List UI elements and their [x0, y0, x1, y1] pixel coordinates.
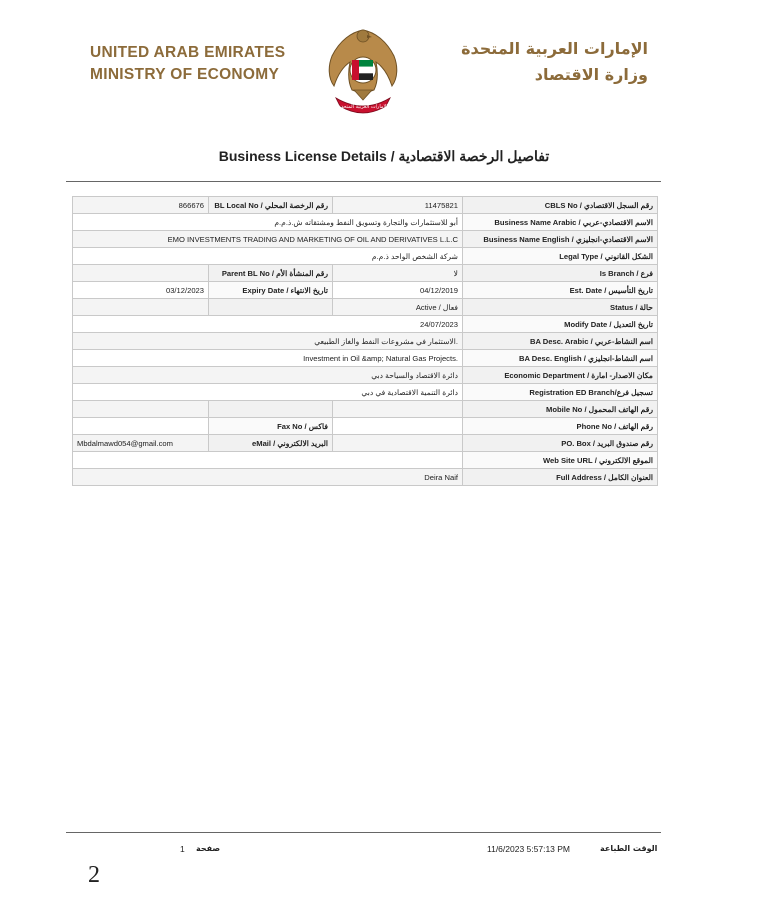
ministry-title-english: MINISTRY OF ECONOMY [90, 66, 280, 83]
field-label: الشكل القانوني / Legal Type [463, 248, 658, 265]
uae-emblem-icon [322, 22, 404, 118]
field-label: مكان الاصدار- امارة / Economic Department [463, 367, 658, 384]
field-value: Investment in Oil &amp; Natural Gas Projects. [73, 350, 463, 367]
field-value-secondary [73, 265, 209, 282]
country-name-arabic: الإمارات العربية المتحدة [461, 39, 648, 58]
table-row [73, 435, 658, 452]
field-value: 11475821 [333, 197, 463, 214]
field-label: تاريخ التأسيس / Est. Date [463, 282, 658, 299]
letterhead [0, 0, 768, 130]
table-row [73, 401, 658, 418]
field-value: Deira Naif [73, 469, 463, 486]
field-label: العنوان الكامل / Full Address [463, 469, 658, 486]
field-value: 24/07/2023 [73, 316, 463, 333]
field-value: دائرة الاقتصاد والسياحة دبي [73, 367, 463, 384]
document-title-wrap [0, 146, 768, 165]
table-row [73, 469, 658, 486]
field-value: لا [333, 265, 463, 282]
field-label: حالة / Status [463, 299, 658, 316]
ministry-name-arabic [408, 36, 648, 88]
field-label-secondary: رقم الرخصة المحلي / BL Local No [209, 197, 333, 214]
field-value [333, 401, 463, 418]
field-value-secondary: 03/12/2023 [73, 282, 209, 299]
emblem-ribbon-text: الإمارات العربية المتحدة [338, 104, 388, 110]
table-row [73, 350, 658, 367]
document-title: Business License Details / تفاصيل الرخصة الاقتصادية [218, 148, 550, 164]
field-label: رقم صندوق البريد / PO. Box [463, 435, 658, 452]
field-label: رقم الهاتف المحمول / Mobile No [463, 401, 658, 418]
table-row [73, 231, 658, 248]
table-row [73, 418, 658, 435]
table-row [73, 197, 658, 214]
field-label: رقم السجل الاقتصادي / CBLS No [463, 197, 658, 214]
field-value: دائرة التنمية الاقتصادية في دبي [73, 384, 463, 401]
field-value: Active / فعال [333, 299, 463, 316]
field-value: الاستثمار في مشروعات النفط والغاز الطبيعي. [73, 333, 463, 350]
field-label-secondary: رقم المنشأة الأم / Parent BL No [209, 265, 333, 282]
field-value: أبو للاستثمارات والتجارة وتسويق النفط ومشتقاته ش.ذ.م.م [73, 214, 463, 231]
field-label: فرع / Is Branch [463, 265, 658, 282]
footer-divider [66, 832, 661, 833]
field-value [333, 435, 463, 452]
field-label: تاريخ التعديل / Modify Date [463, 316, 658, 333]
print-time-value: 11/6/2023 5:57:13 PM [487, 844, 571, 854]
table-row [73, 299, 658, 316]
country-name-english: UNITED ARAB EMIRATES [90, 44, 286, 61]
table-row [73, 316, 658, 333]
field-label: اسم النشاط-انجليزي / BA Desc. English [463, 350, 658, 367]
table-row [73, 384, 658, 401]
field-label-secondary: تاريخ الانتهاء / Expiry Date [209, 282, 333, 299]
table-row [73, 282, 658, 299]
ministry-name-english [90, 42, 320, 86]
field-value-secondary: 866676 [73, 197, 209, 214]
handwritten-page-mark: 2 [88, 862, 100, 888]
field-value [73, 452, 463, 469]
table-row [73, 452, 658, 469]
field-value [333, 418, 463, 435]
field-label: تسجيل فرع/Registration ED Branch [463, 384, 658, 401]
field-value-secondary: Mbdalmawd054@gmail.com [73, 435, 209, 452]
title-divider [66, 181, 661, 182]
field-label: اسم النشاط-عربي / BA Desc. Arabic [463, 333, 658, 350]
field-label-secondary [209, 401, 333, 418]
field-label-secondary: البريد الالكتروني / eMail [209, 435, 333, 452]
table-row [73, 214, 658, 231]
field-value-secondary [73, 299, 209, 316]
table-row [73, 265, 658, 282]
field-value-secondary [73, 401, 209, 418]
field-label: الاسم الاقتصادي-انجليزي / Business Name English [463, 231, 658, 248]
field-label-secondary: فاكس / Fax No [209, 418, 333, 435]
field-label: الاسم الاقتصادي-عربي / Business Name Arabic [463, 214, 658, 231]
table-row [73, 248, 658, 265]
page-label: صفحة [196, 844, 221, 853]
page-number: 1 [180, 844, 185, 854]
print-time-label: الوقت الطباعة [600, 844, 658, 853]
license-details-table [72, 196, 658, 486]
table-row [73, 367, 658, 384]
field-value: 04/12/2019 [333, 282, 463, 299]
field-label: رقم الهاتف / Phone No [463, 418, 658, 435]
field-label: الموقع الالكتروني / Web Site URL [463, 452, 658, 469]
field-value: شركة الشخص الواحد ذ.م.م [73, 248, 463, 265]
field-label-secondary [209, 299, 333, 316]
field-value: EMO INVESTMENTS TRADING AND MARKETING OF OIL AND DERIVATIVES L.L.C [73, 231, 463, 248]
field-value-secondary [73, 418, 209, 435]
table-row [73, 333, 658, 350]
ministry-title-arabic: وزارة الاقتصاد [534, 65, 648, 84]
